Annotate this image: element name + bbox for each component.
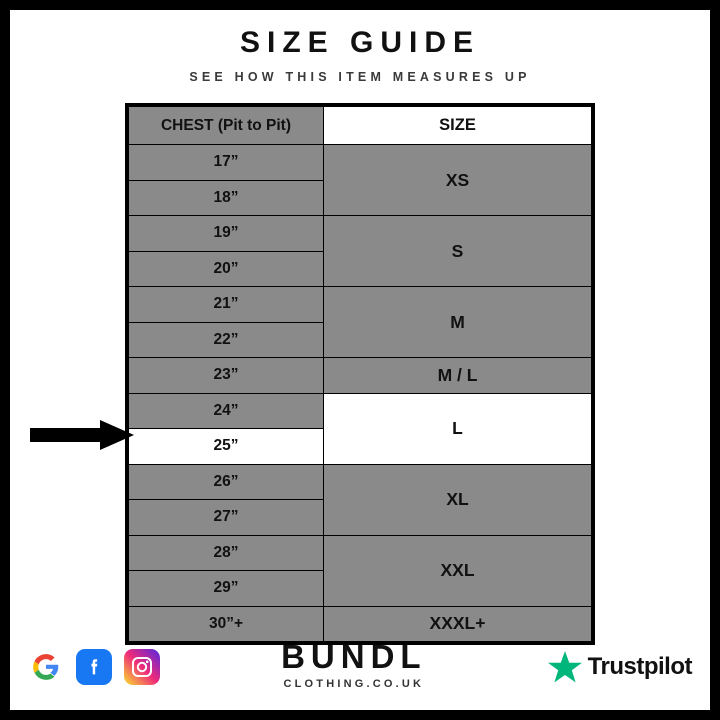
measurement-cell: 21” <box>129 287 324 323</box>
measurement-cell: 28” <box>129 535 324 571</box>
measurement-cell: 23” <box>129 358 324 394</box>
table-row[interactable] <box>129 216 592 252</box>
size-guide-card <box>10 10 710 710</box>
measurement-cell: 19” <box>129 216 324 252</box>
column-header-size: SIZE <box>324 107 592 145</box>
measurement-cell: 27” <box>129 500 324 536</box>
table-row[interactable] <box>129 287 592 323</box>
footer <box>10 638 710 696</box>
size-cell: XXL <box>324 535 592 606</box>
measurement-cell: 26” <box>129 464 324 500</box>
trustpilot-badge[interactable] <box>548 650 692 684</box>
right-arrow-icon <box>30 419 134 451</box>
page-title: SIZE GUIDE <box>239 26 481 59</box>
measurement-cell: 17” <box>129 145 324 181</box>
table-row[interactable] <box>129 464 592 500</box>
measurement-cell: 30”+ <box>129 606 324 642</box>
measurement-cell: 24” <box>129 393 324 429</box>
social-links <box>28 649 160 685</box>
trustpilot-star-icon <box>548 650 582 684</box>
table-header-row <box>129 107 592 145</box>
instagram-icon[interactable] <box>124 649 160 685</box>
measurement-cell: 18” <box>129 180 324 216</box>
measurement-cell-selected: 25” <box>129 429 324 465</box>
measurement-cell: 20” <box>129 251 324 287</box>
table-row[interactable] <box>129 535 592 571</box>
size-cell-selected: L <box>324 393 592 464</box>
size-cell: M <box>324 287 592 358</box>
table-row[interactable] <box>129 358 592 394</box>
size-cell: XL <box>324 464 592 535</box>
size-cell: XXXL+ <box>324 606 592 642</box>
column-header-chest: CHEST (Pit to Pit) <box>129 107 324 145</box>
table-row-highlighted[interactable] <box>129 393 592 429</box>
brand-name: BUNDL <box>281 638 427 675</box>
google-icon[interactable] <box>28 649 64 685</box>
page-subtitle: SEE HOW THIS ITEM MEASURES UP <box>189 70 531 84</box>
table-row[interactable] <box>129 606 592 642</box>
trustpilot-label: Trustpilot <box>587 653 692 680</box>
measurement-cell: 22” <box>129 322 324 358</box>
size-table <box>128 106 592 642</box>
facebook-icon[interactable] <box>76 649 112 685</box>
brand-domain: CLOTHING.CO.UK <box>283 678 425 690</box>
size-table-wrapper <box>125 103 595 645</box>
size-cell: XS <box>324 145 592 216</box>
size-cell: M / L <box>324 358 592 394</box>
table-row[interactable] <box>129 145 592 181</box>
size-cell: S <box>324 216 592 287</box>
brand-logo <box>281 640 426 690</box>
measurement-cell: 29” <box>129 571 324 607</box>
